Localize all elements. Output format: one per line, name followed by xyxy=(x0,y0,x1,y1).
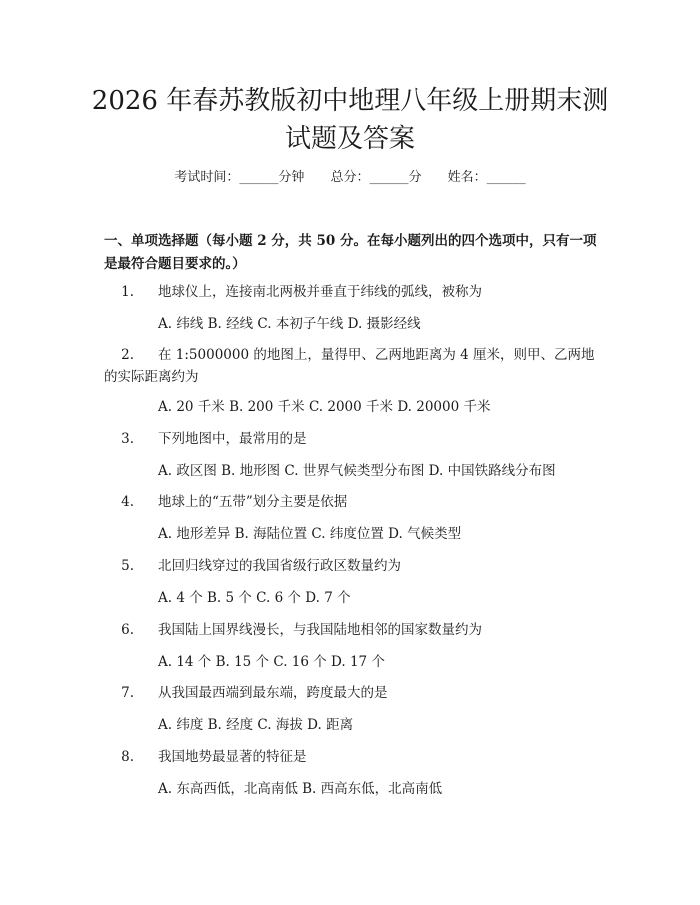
question-3 xyxy=(104,428,604,450)
question-4 xyxy=(104,491,604,513)
question-4-options: A. 地形差异 B. 海陆位置 C. 纬度位置 D. 气候类型 xyxy=(158,526,462,542)
section-header: 一、单项选择题（每小题 2 分，共 50 分。在每小题列出的四个选项中，只有一项是最符合题目要求的。） xyxy=(104,233,597,272)
question-number: 8. xyxy=(121,749,134,765)
title-line-1: 2026 年春苏教版初中地理八年级上册期末测 xyxy=(91,86,609,116)
question-8 xyxy=(104,746,604,768)
question-number: 4. xyxy=(121,494,134,510)
question-6-options: A. 14 个 B. 15 个 C. 16 个 D. 17 个 xyxy=(158,654,385,670)
question-number: 2. xyxy=(121,347,134,363)
question-number: 5. xyxy=(121,558,134,574)
question-number: 7. xyxy=(121,685,134,701)
total-score-field: 总分：______分 xyxy=(330,170,422,185)
question-1 xyxy=(104,281,604,303)
question-number: 3. xyxy=(121,431,134,447)
title-line-2: 试题及答案 xyxy=(284,124,415,154)
question-text: 地球仪上，连接南北两极并垂直于纬线的弧线，被称为 xyxy=(158,284,482,300)
name-field: 姓名：______ xyxy=(447,170,526,185)
question-2-options: A. 20 千米 B. 200 千米 C. 2000 千米 D. 20000 千米 xyxy=(158,399,491,415)
exam-meta-line xyxy=(0,168,700,188)
exam-time-field: 考试时间：______分钟 xyxy=(174,170,305,185)
question-number: 1. xyxy=(121,284,134,300)
question-6 xyxy=(104,619,604,641)
question-5 xyxy=(104,555,604,577)
question-3-options: A. 政区图 B. 地形图 C. 世界气候类型分布图 D. 中国铁路线分布图 xyxy=(158,463,556,479)
question-number: 6. xyxy=(121,622,134,638)
question-text: 在 1:5000000 的地图上，量得甲、乙两地距离为 4 厘米，则甲、乙两地的实际距离约为 xyxy=(104,347,595,385)
question-text: 从我国最西端到最东端，跨度最大的是 xyxy=(158,685,388,701)
question-text: 我国地势最显著的特征是 xyxy=(158,749,307,765)
question-8-options: A. 东高西低，北高南低 B. 西高东低，北高南低 xyxy=(158,781,443,797)
document-title xyxy=(80,82,620,158)
question-text: 我国陆上国界线漫长，与我国陆地相邻的国家数量约为 xyxy=(158,622,482,638)
question-5-options: A. 4 个 B. 5 个 C. 6 个 D. 7 个 xyxy=(158,590,351,606)
question-text: 下列地图中，最常用的是 xyxy=(158,431,307,447)
question-1-options: A. 纬线 B. 经线 C. 本初子午线 D. 摄影经线 xyxy=(158,316,421,332)
question-2 xyxy=(104,344,604,388)
question-text: 地球上的“五带”划分主要是依据 xyxy=(158,494,348,510)
question-7-options: A. 纬度 B. 经度 C. 海拔 D. 距离 xyxy=(158,717,354,733)
question-text: 北回归线穿过的我国省级行政区数量约为 xyxy=(158,558,401,574)
question-7 xyxy=(104,682,604,704)
